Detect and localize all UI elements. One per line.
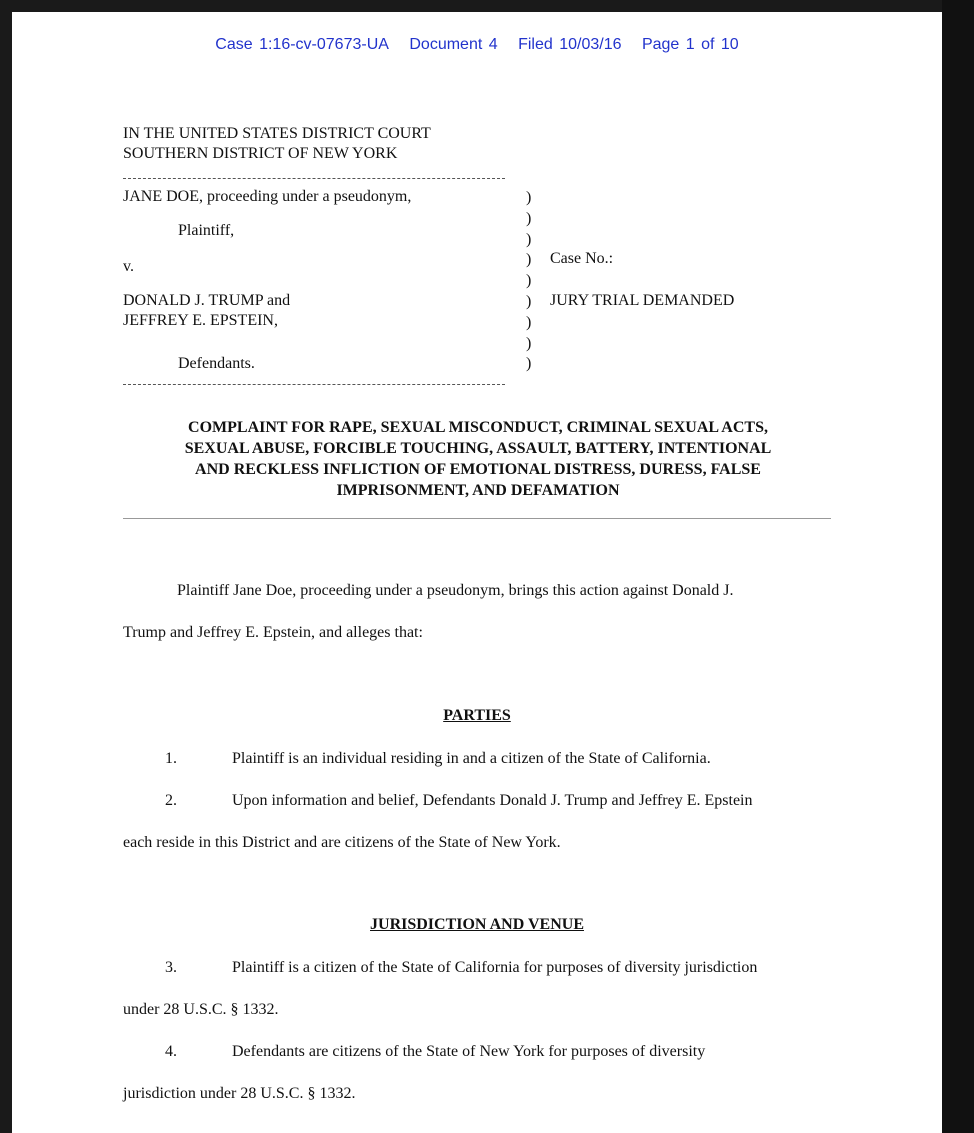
paren: ) xyxy=(526,355,532,373)
paragraph-number: 1. xyxy=(165,750,177,767)
case-number: Case 1:16-cv-07673-UA xyxy=(215,36,389,53)
intro-line-1: Plaintiff Jane Doe, proceeding under a pseudonym, brings this action against Donald J. xyxy=(177,582,734,599)
title-line-2: SEXUAL ABUSE, FORCIBLE TOUCHING, ASSAULT, BATTERY, INTENTIONAL xyxy=(184,440,772,457)
paren: ) xyxy=(526,230,532,248)
paren: ) xyxy=(526,334,532,352)
paren: ) xyxy=(526,292,532,310)
plaintiff-role: Plaintiff, xyxy=(178,222,235,239)
defendant-role: Defendants. xyxy=(178,355,255,372)
title-line-3: AND RECKLESS INFLICTION OF EMOTIONAL DISTRESS, DURESS, FALSE xyxy=(195,461,761,478)
jury-trial-demanded: JURY TRIAL DEMANDED xyxy=(550,292,735,309)
heading-parties: PARTIES xyxy=(443,707,511,724)
intro-line-2: Trump and Jeffrey E. Epstein, and alleges that: xyxy=(123,624,423,641)
filed-date: Filed 10/03/16 xyxy=(518,36,622,53)
paren: ) xyxy=(526,251,532,269)
paragraph-1-line-1: Plaintiff is an individual residing in and a citizen of the State of California. xyxy=(232,750,711,767)
paragraph-2-line-1: Upon information and belief, Defendants Donald J. Trump and Jeffrey E. Epstein xyxy=(232,792,753,809)
defendant-2: JEFFREY E. EPSTEIN, xyxy=(123,312,278,329)
defendant-1: DONALD J. TRUMP and xyxy=(123,292,291,309)
complaint-title xyxy=(122,417,834,501)
plaintiff-name: JANE DOE, proceeding under a pseudonym, xyxy=(123,188,412,205)
paragraph-2-line-2: each reside in this District and are citizens of the State of New York. xyxy=(123,834,561,851)
caption-bottom-divider xyxy=(123,384,505,385)
paren: ) xyxy=(526,272,532,290)
heading-jurisdiction: JURISDICTION AND VENUE xyxy=(370,916,584,933)
court-name xyxy=(123,124,431,164)
court-line-1: IN THE UNITED STATES DISTRICT COURT xyxy=(123,125,431,142)
versus: v. xyxy=(123,258,134,275)
paragraph-3-line-1: Plaintiff is a citizen of the State of California for purposes of diversity jurisdiction xyxy=(232,959,758,976)
case-no-label: Case No.: xyxy=(550,250,614,267)
paren: ) xyxy=(526,313,532,331)
ecf-header-stamp xyxy=(12,36,942,54)
paren: ) xyxy=(526,189,532,206)
title-divider xyxy=(123,518,831,519)
title-line-1: COMPLAINT FOR RAPE, SEXUAL MISCONDUCT, CRIMINAL SEXUAL ACTS, xyxy=(188,419,768,436)
court-line-2: SOUTHERN DISTRICT OF NEW YORK xyxy=(123,145,398,162)
document-page xyxy=(12,12,942,1133)
paragraph-number: 4. xyxy=(165,1043,177,1060)
viewer-side-bar xyxy=(942,0,974,1133)
paren: ) xyxy=(526,209,532,227)
paragraph-number: 3. xyxy=(165,959,177,976)
caption-parentheses xyxy=(526,188,531,375)
caption-top-divider xyxy=(123,178,505,179)
page-count: Page 1 of 10 xyxy=(641,36,739,53)
title-line-4: IMPRISONMENT, AND DEFAMATION xyxy=(336,482,620,499)
document-number: Document 4 xyxy=(409,36,498,53)
paragraph-number: 2. xyxy=(165,792,177,809)
paragraph-3-line-2: under 28 U.S.C. § 1332. xyxy=(123,1001,279,1018)
paragraph-4-line-2: jurisdiction under 28 U.S.C. § 1332. xyxy=(123,1085,356,1102)
paragraph-4-line-1: Defendants are citizens of the State of New York for purposes of diversity xyxy=(232,1043,706,1060)
